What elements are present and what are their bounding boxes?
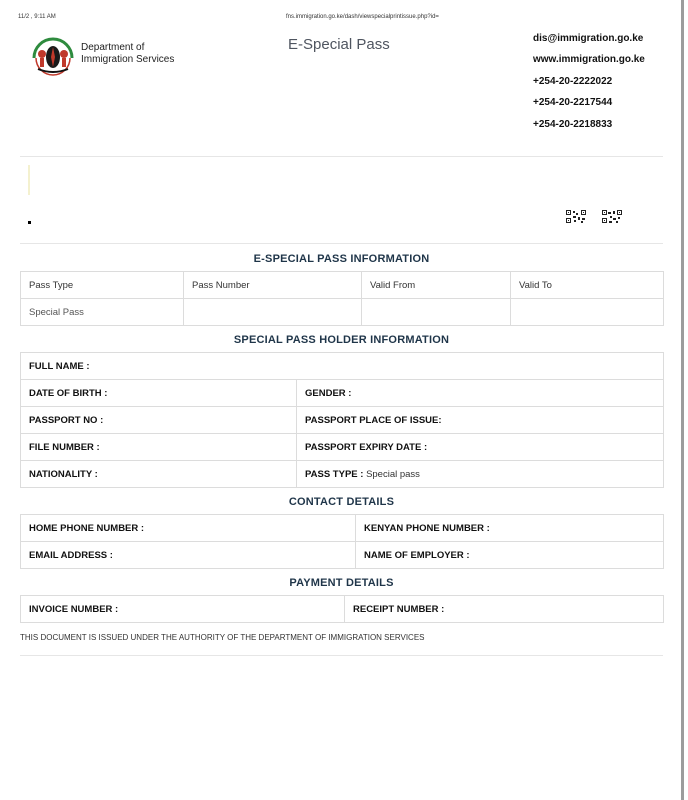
contact-email: dis@immigration.go.ke (533, 33, 644, 44)
valid-from-value (362, 299, 511, 326)
payment-details-table (20, 595, 664, 623)
document-title: E-Special Pass (288, 36, 390, 53)
receipt-number-label: RECEIPT NUMBER : (345, 596, 664, 623)
employer-label: NAME OF EMPLOYER : (356, 542, 664, 569)
table-row (21, 380, 664, 407)
department-name (81, 42, 174, 66)
full-name-label: FULL NAME : (21, 353, 664, 380)
col-valid-to: Valid To (511, 272, 664, 299)
pass-info-heading: E-SPECIAL PASS INFORMATION (253, 253, 430, 265)
col-pass-number: Pass Number (184, 272, 362, 299)
dob-label: DATE OF BIRTH : (21, 380, 297, 407)
table-row (21, 596, 664, 623)
pass-type-value: Special pass (366, 468, 420, 480)
divider (20, 655, 663, 656)
department-logo (30, 34, 190, 78)
contact-block (533, 33, 645, 140)
browser-print-header (18, 14, 670, 24)
pass-info-table (20, 271, 664, 326)
redacted-mark (28, 165, 30, 195)
contact-details-heading: CONTACT DETAILS (288, 496, 395, 508)
holder-info-heading: SPECIAL PASS HOLDER INFORMATION (233, 334, 450, 346)
passport-expiry-label: PASSPORT EXPIRY DATE : (297, 434, 664, 461)
contact-details-table (20, 514, 664, 569)
table-row (21, 353, 664, 380)
table-row (21, 407, 664, 434)
table-header-row (21, 272, 664, 299)
passport-no-label: PASSPORT NO : (21, 407, 297, 434)
department-name-line1: Department of (81, 42, 145, 53)
file-number-label: FILE NUMBER : (21, 434, 297, 461)
table-row (21, 542, 664, 569)
print-url: fns.immigration.go.ke/dash/viewspecialprintissue.php?id= (286, 14, 439, 20)
table-row (21, 299, 664, 326)
invoice-number-label: INVOICE NUMBER : (21, 596, 345, 623)
holder-info-table (20, 352, 664, 488)
pass-type-cell (297, 461, 664, 488)
department-name-line2: Immigration Services (81, 54, 175, 65)
nationality-label: NATIONALITY : (21, 461, 297, 488)
divider (20, 156, 663, 157)
divider (20, 243, 663, 244)
table-row (21, 515, 664, 542)
gender-label: GENDER : (297, 380, 664, 407)
passport-place-label: PASSPORT PLACE OF ISSUE: (297, 407, 664, 434)
home-phone-label: HOME PHONE NUMBER : (21, 515, 356, 542)
email-label: EMAIL ADDRESS : (21, 542, 356, 569)
contact-phone-2: +254-20-2217544 (533, 97, 613, 109)
contact-phone-3: +254-20-2218833 (533, 118, 613, 130)
payment-details-heading: PAYMENT DETAILS (289, 577, 394, 589)
pass-type-value: Special Pass (21, 299, 184, 326)
kenyan-phone-label: KENYAN PHONE NUMBER : (356, 515, 664, 542)
pass-number-value (184, 299, 362, 326)
photo-marker (28, 221, 31, 224)
qr-code-icon (566, 210, 586, 223)
government-seal-icon (30, 34, 76, 78)
contact-website: www.immigration.go.ke (533, 54, 645, 66)
valid-to-value (511, 299, 664, 326)
table-row (21, 434, 664, 461)
qr-code-icon (602, 210, 622, 223)
table-row (21, 461, 664, 488)
authority-footer: THIS DOCUMENT IS ISSUED UNDER THE AUTHORITY OF THE DEPARTMENT OF IMMIGRATION SERVICES (20, 633, 425, 642)
col-valid-from: Valid From (362, 272, 511, 299)
col-pass-type: Pass Type (21, 272, 184, 299)
pass-type-label: PASS TYPE : (305, 468, 364, 480)
print-date: 11/2 , 9:11 AM (18, 14, 56, 20)
contact-phone-1: +254-20-2222022 (533, 75, 613, 87)
